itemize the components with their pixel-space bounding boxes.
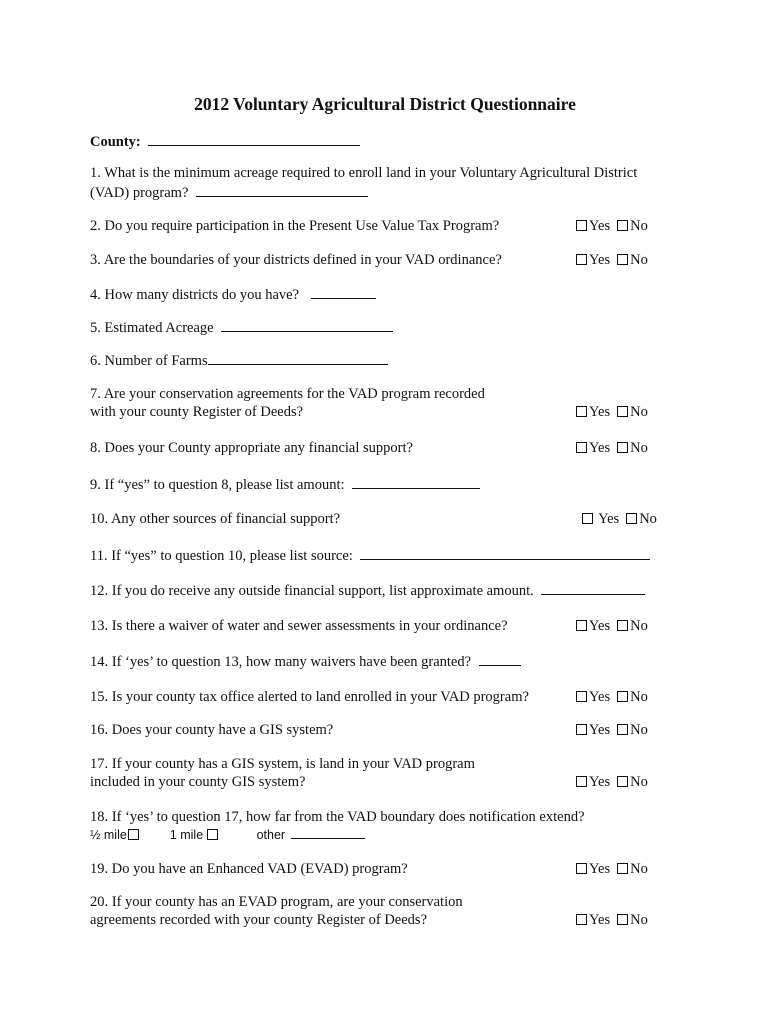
question-2-text: 2. Do you require participation in the Present Use Value Tax Program? <box>90 218 500 234</box>
checkbox-icon[interactable] <box>576 406 587 417</box>
checkbox-icon[interactable] <box>617 220 628 231</box>
question-19-no[interactable]: No <box>617 860 648 878</box>
question-18-text: 18. If ‘yes’ to question 17, how far from the VAD boundary does notification extend? <box>90 809 585 825</box>
question-2-options <box>576 217 655 235</box>
question-5-text: 5. Estimated Acreage <box>90 320 214 336</box>
question-1-answer-line[interactable] <box>196 183 368 197</box>
question-7-line-1: 7. Are your conservation agreements for the VAD program recorded <box>90 386 485 402</box>
question-13-options <box>576 617 655 635</box>
question-20-line-2: agreements recorded with your county Register of Deeds? <box>90 912 428 928</box>
question-4 <box>90 285 376 304</box>
question-12-text: 12. If you do receive any outside financial support, list approximate amount. <box>90 583 534 599</box>
question-8-yes[interactable]: Yes <box>576 439 610 457</box>
question-13-text: 13. Is there a waiver of water and sewer assessments in your ordinance? <box>90 618 508 634</box>
question-10-options <box>582 510 664 528</box>
county-input-line[interactable] <box>148 132 360 146</box>
checkbox-icon[interactable] <box>576 220 587 231</box>
checkbox-icon[interactable] <box>617 442 628 453</box>
question-1-line-2 <box>90 183 368 202</box>
question-11 <box>90 546 650 565</box>
question-9-answer-line[interactable] <box>352 475 480 489</box>
checkbox-icon[interactable] <box>617 724 628 735</box>
question-5-answer-line[interactable] <box>221 318 393 332</box>
question-17-line-1: 17. If your county has a GIS system, is land in your VAD program <box>90 756 475 772</box>
question-2-yes[interactable]: Yes <box>576 217 610 235</box>
question-20-line-1: 20. If your county has an EVAD program, are your conservation <box>90 894 463 910</box>
question-19-yes[interactable]: Yes <box>576 860 610 878</box>
checkbox-icon[interactable] <box>617 254 628 265</box>
question-20-no[interactable]: No <box>617 911 648 929</box>
question-19-options <box>576 860 655 878</box>
question-13-yes[interactable]: Yes <box>576 617 610 635</box>
checkbox-icon[interactable] <box>207 829 218 840</box>
checkbox-icon[interactable] <box>576 442 587 453</box>
question-17-line-2: included in your county GIS system? <box>90 774 306 790</box>
question-3-no[interactable]: No <box>617 251 648 269</box>
question-8-text: 8. Does your County appropriate any financial support? <box>90 440 413 456</box>
question-4-text: 4. How many districts do you have? <box>90 287 300 303</box>
checkbox-icon[interactable] <box>576 914 587 925</box>
question-16-yes[interactable]: Yes <box>576 721 610 739</box>
question-10-yes[interactable]: Yes <box>582 510 619 528</box>
checkbox-icon[interactable] <box>617 406 628 417</box>
checkbox-icon[interactable] <box>576 691 587 702</box>
checkbox-icon[interactable] <box>582 513 593 524</box>
question-9-text: 9. If “yes” to question 8, please list amount: <box>90 477 345 493</box>
checkbox-icon[interactable] <box>626 513 637 524</box>
question-1-text: (VAD) program? <box>90 185 189 201</box>
question-10-no[interactable]: No <box>626 510 657 528</box>
question-12-answer-line[interactable] <box>541 581 645 595</box>
question-6-text: 6. Number of Farms <box>90 353 208 369</box>
question-17-yes[interactable]: Yes <box>576 773 610 791</box>
question-4-answer-line[interactable] <box>311 285 376 299</box>
checkbox-icon[interactable] <box>576 724 587 735</box>
checkbox-icon[interactable] <box>617 863 628 874</box>
checkbox-icon[interactable] <box>617 691 628 702</box>
county-field <box>90 132 360 151</box>
question-16-options <box>576 721 655 739</box>
checkbox-icon[interactable] <box>617 914 628 925</box>
question-7-line-2: with your county Register of Deeds? <box>90 404 304 420</box>
question-6-answer-line[interactable] <box>208 351 388 365</box>
checkbox-icon[interactable] <box>576 254 587 265</box>
checkbox-icon[interactable] <box>128 829 139 840</box>
question-17-options <box>576 773 655 791</box>
question-14 <box>90 652 521 671</box>
question-15-options <box>576 688 655 706</box>
question-18-half-mile[interactable]: ½ mile <box>90 828 141 842</box>
question-20-yes[interactable]: Yes <box>576 911 610 929</box>
county-label: County: <box>90 134 141 150</box>
checkbox-icon[interactable] <box>617 620 628 631</box>
question-15-text: 15. Is your county tax office alerted to land enrolled in your VAD program? <box>90 689 529 705</box>
question-11-text: 11. If “yes” to question 10, please list source: <box>90 548 353 564</box>
question-18-options <box>90 826 365 844</box>
question-19-text: 19. Do you have an Enhanced VAD (EVAD) program? <box>90 861 408 877</box>
checkbox-icon[interactable] <box>576 863 587 874</box>
question-7-options <box>576 403 655 421</box>
checkbox-icon[interactable] <box>576 620 587 631</box>
question-9 <box>90 475 480 494</box>
checkbox-icon[interactable] <box>576 776 587 787</box>
question-7-no[interactable]: No <box>617 403 648 421</box>
question-3-yes[interactable]: Yes <box>576 251 610 269</box>
question-16-text: 16. Does your county have a GIS system? <box>90 722 334 738</box>
question-1-line-1: 1. What is the minimum acreage required to enroll land in your Voluntary Agricultural District <box>90 165 638 181</box>
question-10-text: 10. Any other sources of financial support? <box>90 511 341 527</box>
question-20-options <box>576 911 655 929</box>
question-8-options <box>576 439 655 457</box>
question-15-yes[interactable]: Yes <box>576 688 610 706</box>
question-5 <box>90 318 393 337</box>
question-18-other[interactable]: other <box>257 828 366 842</box>
question-17-no[interactable]: No <box>617 773 648 791</box>
question-14-text: 14. If ‘yes’ to question 13, how many waivers have been granted? <box>90 654 472 670</box>
question-8-no[interactable]: No <box>617 439 648 457</box>
question-12 <box>90 581 645 600</box>
question-2-no[interactable]: No <box>617 217 648 235</box>
question-3-text: 3. Are the boundaries of your districts defined in your VAD ordinance? <box>90 252 502 268</box>
form-title: 2012 Voluntary Agricultural District Questionnaire <box>194 94 576 114</box>
question-6 <box>90 351 388 370</box>
checkbox-icon[interactable] <box>617 776 628 787</box>
question-7-yes[interactable]: Yes <box>576 403 610 421</box>
question-16-no[interactable]: No <box>617 721 648 739</box>
question-13-no[interactable]: No <box>617 617 648 635</box>
question-3-options <box>576 251 655 269</box>
question-18-other-line[interactable] <box>291 827 365 839</box>
question-15-no[interactable]: No <box>617 688 648 706</box>
question-18-one-mile[interactable]: 1 mile <box>170 828 220 842</box>
question-14-answer-line[interactable] <box>479 652 521 666</box>
question-11-answer-line[interactable] <box>360 546 650 560</box>
